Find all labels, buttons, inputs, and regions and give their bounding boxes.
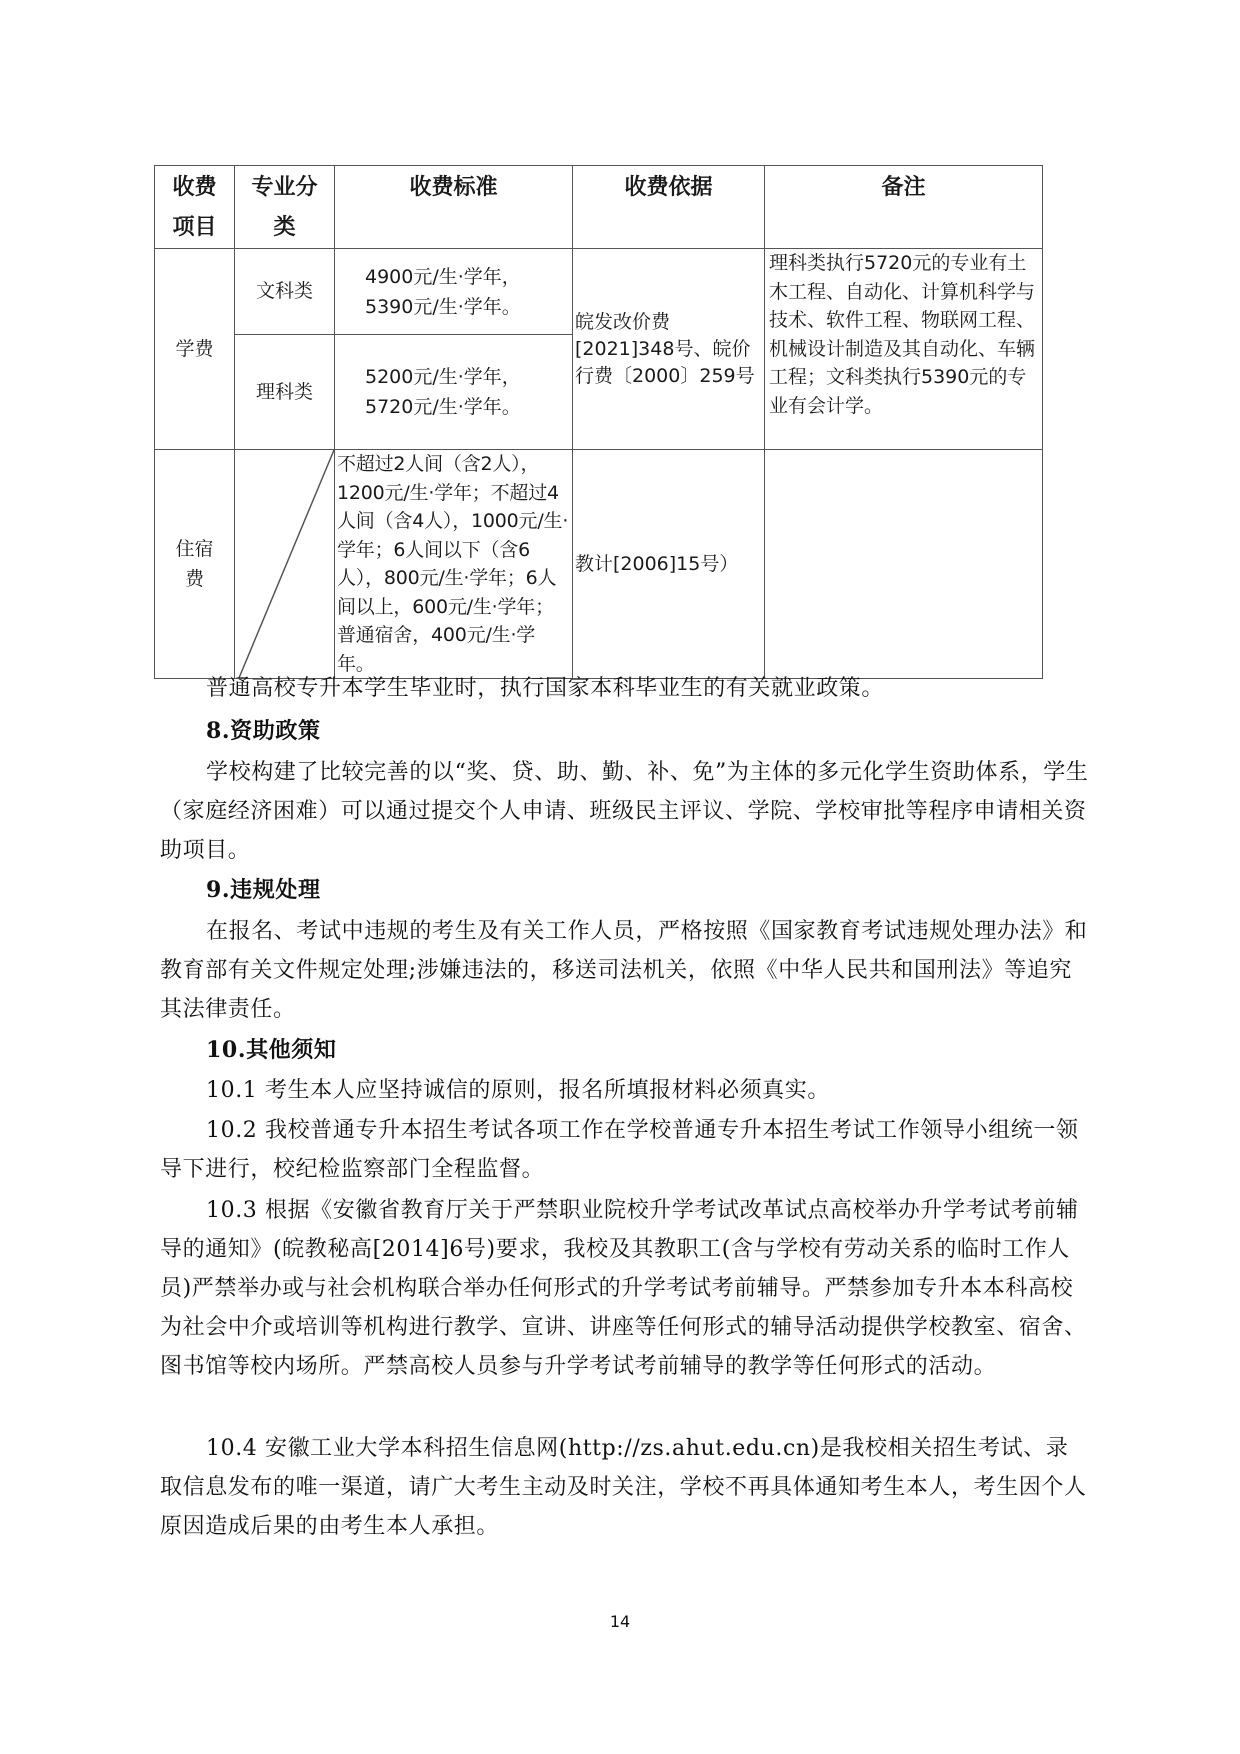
heading-financial-aid: 8.资助政策	[206, 718, 321, 744]
category-science: 理科类	[235, 335, 335, 450]
paragraph-10-3: 10.3 根据《安徽省教育厅关于严禁职业院校升学考试改革试点高校举办升学考试考前辅导的通知》(皖教秘高[2014]6号)要求，我校及其教职工(含与学校有劳动关系的临时工作人员)严禁举办或与社会机构联合举办任何形式的升学考试考前辅导。严禁参加专升本本科高校为社会中介或培训等机构进行教学、宣讲、讲座等任何形式的辅导活动提供学校教室、宿舍、图书馆等校内场所。严禁高校人员参与升学考试考前辅导的教学等任何形式的活动。	[160, 1198, 1087, 1379]
header-fee-basis: 收费依据	[573, 166, 765, 249]
table-row-tuition-arts	[155, 249, 1043, 335]
diagonal-line	[235, 450, 334, 678]
paragraph-10-2: 10.2 我校普通专升本招生考试各项工作在学校普通专升本招生考试工作领导小组统一领导下进行，校纪检监察部门全程监督。	[160, 1118, 1079, 1182]
dorm-item-cell: 住宿 费	[155, 450, 235, 679]
paragraph-10-4: 10.4 安徽工业大学本科招生信息网(http://zs.ahut.edu.cn)是我校相关招生考试、录取信息发布的唯一渠道，请广大考生主动及时关注，学校不再具体通知考生本人，考生因个人原因造成后果的由考生本人承担。	[160, 1436, 1087, 1539]
paragraph-employment: 普通高校专升本学生毕业时，执行国家本科毕业生的有关就业政策。	[206, 676, 885, 701]
paragraph-10-1: 10.1 考生本人应坚持诚信的原则，报名所填报材料必须真实。	[206, 1078, 830, 1103]
header-fee-item: 收费 项目	[155, 166, 235, 249]
page-number: 14	[609, 1612, 631, 1631]
dorm-fee-standard: 不超过2人间（含2人），1200元/生·学年；不超过4人间（含4人），1000元/生·学年；6人间以下（含6人），800元/生·学年；6人间以上，600元/生·学年；普通宿舍，400元/生·学年。	[335, 450, 573, 679]
fee-table	[154, 165, 1043, 679]
table-row-dorm	[155, 450, 1043, 679]
dorm-category-empty-cell	[235, 450, 335, 679]
header-major-category: 专业分 类	[235, 166, 335, 249]
header-remark: 备注	[765, 166, 1043, 249]
fee-standard-arts: 4900元/生·学年， 5390元/生·学年。	[335, 249, 573, 335]
heading-violations: 9.违规处理	[206, 877, 321, 903]
fee-standard-science: 5200元/生·学年， 5720元/生·学年。	[335, 335, 573, 450]
tuition-remark-cell: 理科类执行5720元的专业有土木工程、自动化、计算机科学与技术、软件工程、物联网工程、机械设计制造及其自动化、车辆工程；文科类执行5390元的专业有会计学。	[765, 249, 1043, 450]
tuition-item-cell: 学费	[155, 249, 235, 450]
heading-other-notes: 10.其他须知	[206, 1037, 337, 1063]
header-fee-standard: 收费标准	[335, 166, 573, 249]
table-header-row	[155, 166, 1043, 249]
dorm-basis-cell: 教计[2006]15号）	[573, 450, 765, 679]
paragraph-violations: 在报名、考试中违规的考生及有关工作人员，严格按照《国家教育考试违规处理办法》和教育部有关文件规定处理;涉嫌违法的，移送司法机关，依照《中华人民共和国刑法》等追究其法律责任。	[160, 919, 1088, 1022]
tuition-basis-cell: 皖发改价费[2021]348号、皖价行费〔2000〕259号	[573, 249, 765, 450]
paragraph-financial-aid: 学校构建了比较完善的以“奖、贷、助、勤、补、免”为主体的多元化学生资助体系，学生（家庭经济困难）可以通过提交个人申请、班级民主评议、学院、学校审批等程序申请相关资助项目。	[160, 760, 1089, 863]
dorm-remark-cell	[765, 450, 1043, 679]
category-arts: 文科类	[235, 249, 335, 335]
